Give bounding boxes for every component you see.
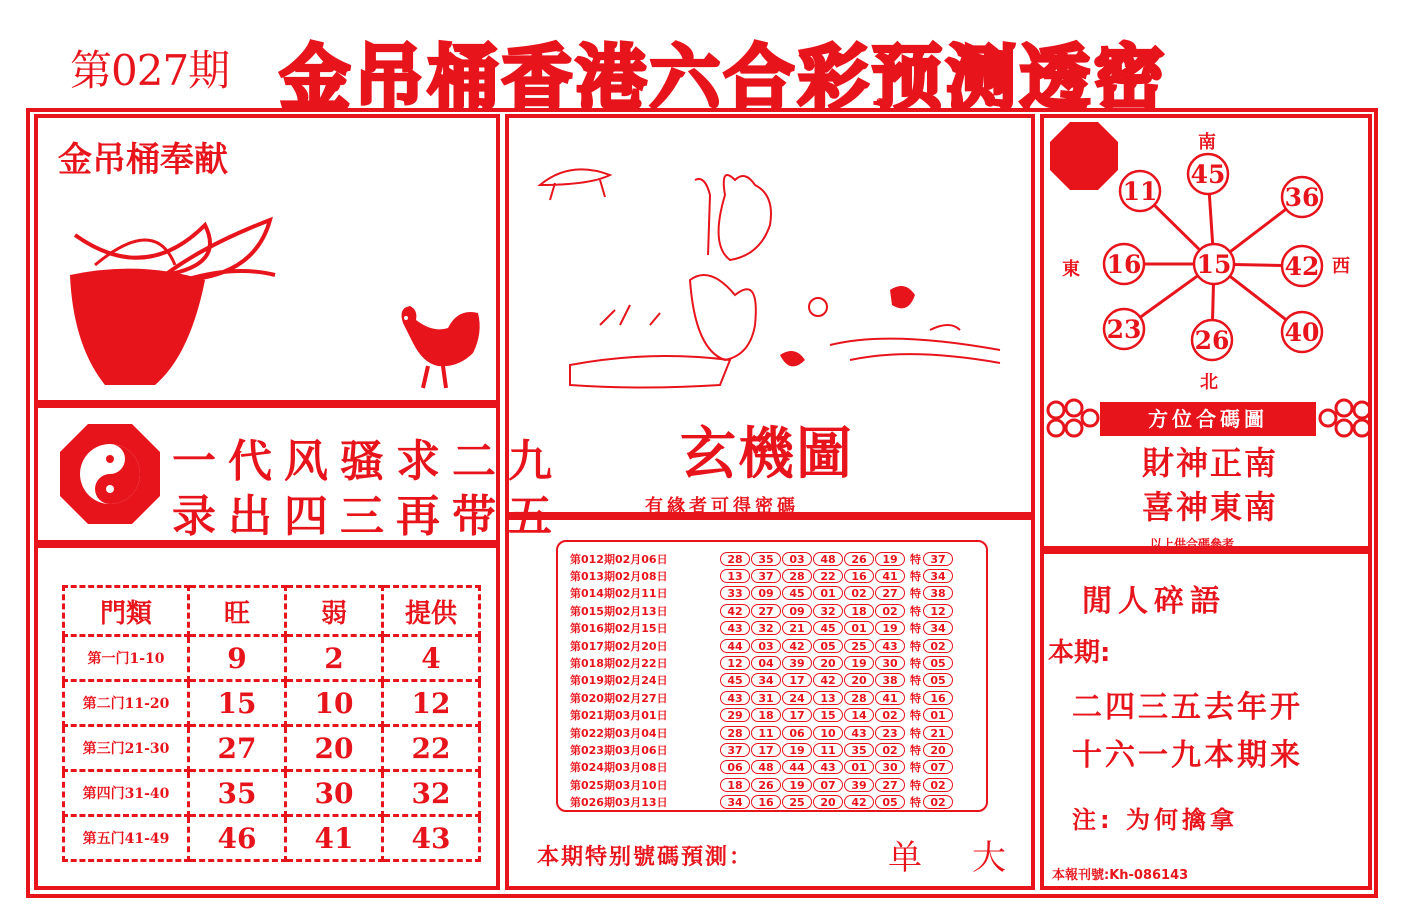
east-label: 東 bbox=[1062, 259, 1080, 280]
history-period: 第023期03月06日 bbox=[570, 743, 668, 757]
history-row bbox=[570, 637, 986, 654]
history-ball: 34 bbox=[751, 673, 781, 687]
compass-spoke bbox=[1209, 194, 1212, 244]
table-header-row bbox=[64, 587, 480, 636]
history-period: 第024期03月08日 bbox=[570, 761, 668, 775]
idle-talk-title: 閒人碎語 bbox=[1082, 584, 1226, 619]
history-ball: 02 bbox=[875, 708, 905, 722]
history-row bbox=[570, 759, 986, 776]
cell: 9 bbox=[189, 636, 286, 681]
yinyang-bagua-icon bbox=[56, 420, 164, 528]
history-ball: 06 bbox=[782, 726, 812, 740]
history-ball: 28 bbox=[720, 726, 750, 740]
history-ball: 37 bbox=[751, 569, 781, 583]
history-row bbox=[570, 567, 986, 584]
history-ball: 35 bbox=[751, 552, 781, 566]
history-ball: 39 bbox=[782, 656, 812, 670]
history-period: 第025期03月10日 bbox=[570, 778, 668, 792]
history-ball: 38 bbox=[875, 673, 905, 687]
history-ball: 42 bbox=[720, 604, 750, 618]
draw-history bbox=[556, 540, 988, 812]
history-ball: 05 bbox=[813, 639, 843, 653]
special-ball: 20 bbox=[923, 743, 953, 757]
history-ball: 20 bbox=[813, 656, 843, 670]
history-ball: 07 bbox=[813, 778, 843, 792]
riddle-line-2: 十六一九本期来 bbox=[1072, 738, 1303, 773]
history-ball: 09 bbox=[751, 586, 781, 600]
history-ball: 41 bbox=[875, 691, 905, 705]
history-ball: 31 bbox=[751, 691, 781, 705]
history-ball: 20 bbox=[844, 673, 874, 687]
history-row bbox=[570, 602, 986, 619]
special-label: 特 bbox=[910, 778, 921, 792]
prediction-value-2: 大 bbox=[972, 838, 1006, 878]
history-ball: 03 bbox=[751, 639, 781, 653]
history-ball: 16 bbox=[844, 569, 874, 583]
history-period: 第018期02月22日 bbox=[570, 657, 668, 671]
compass-number-se bbox=[1282, 312, 1322, 352]
bucket-illustration bbox=[55, 205, 285, 390]
history-row bbox=[570, 776, 986, 793]
history-ball: 43 bbox=[720, 621, 750, 635]
special-ball: 07 bbox=[923, 760, 953, 774]
cell: 4 bbox=[383, 636, 480, 681]
cell: 20 bbox=[286, 726, 383, 771]
history-ball: 27 bbox=[751, 604, 781, 618]
fate-line: 有緣者可得密碼 bbox=[645, 496, 799, 517]
history-ball: 32 bbox=[751, 621, 781, 635]
header-strong: 旺 bbox=[189, 587, 286, 636]
reference-note: 以上供合碼參考 bbox=[1150, 537, 1235, 551]
special-label: 特 bbox=[910, 639, 921, 653]
header-provide: 提供 bbox=[383, 587, 480, 636]
history-period: 第020期02月27日 bbox=[570, 691, 668, 705]
cell: 43 bbox=[383, 816, 480, 861]
history-ball: 09 bbox=[782, 604, 812, 618]
history-ball: 45 bbox=[720, 673, 750, 687]
history-ball: 42 bbox=[844, 795, 874, 809]
compass-spoke bbox=[1230, 209, 1286, 252]
history-ball: 02 bbox=[844, 586, 874, 600]
history-ball: 48 bbox=[813, 552, 843, 566]
history-ball: 21 bbox=[782, 621, 812, 635]
row-label: 第五门41-49 bbox=[64, 816, 189, 861]
history-period: 第021期03月01日 bbox=[570, 709, 668, 723]
special-label: 特 bbox=[910, 761, 921, 775]
history-ball: 19 bbox=[782, 778, 812, 792]
history-ball: 22 bbox=[813, 569, 843, 583]
paper-number: 本報刊號:Kh-086143 bbox=[1052, 868, 1189, 883]
history-ball: 01 bbox=[813, 586, 843, 600]
history-ball: 16 bbox=[751, 795, 781, 809]
south-label: 南 bbox=[1198, 132, 1216, 153]
history-ball: 48 bbox=[751, 760, 781, 774]
special-ball: 12 bbox=[923, 604, 953, 618]
history-ball: 11 bbox=[751, 726, 781, 740]
row-label: 第三门21-30 bbox=[64, 726, 189, 771]
history-ball: 02 bbox=[875, 743, 905, 757]
history-ball: 42 bbox=[782, 639, 812, 653]
history-ball: 10 bbox=[813, 726, 843, 740]
special-label: 特 bbox=[910, 743, 921, 757]
this-period-label: 本期: bbox=[1048, 638, 1111, 668]
compass-number-center bbox=[1194, 244, 1234, 284]
special-ball: 02 bbox=[923, 639, 953, 653]
svg-text:26: 26 bbox=[1194, 326, 1230, 355]
compass-number-e bbox=[1282, 246, 1322, 286]
svg-text:45: 45 bbox=[1190, 160, 1226, 189]
history-ball: 19 bbox=[875, 621, 905, 635]
special-ball: 02 bbox=[923, 795, 953, 809]
history-ball: 19 bbox=[875, 552, 905, 566]
history-ball: 33 bbox=[720, 586, 750, 600]
history-ball: 34 bbox=[720, 795, 750, 809]
svg-text:40: 40 bbox=[1284, 318, 1320, 347]
history-row bbox=[570, 741, 986, 758]
special-label: 特 bbox=[910, 657, 921, 671]
history-ball: 17 bbox=[751, 743, 781, 757]
history-ball: 18 bbox=[751, 708, 781, 722]
table-row bbox=[64, 726, 480, 771]
compass-number-sw bbox=[1104, 309, 1144, 349]
svg-text:11: 11 bbox=[1122, 177, 1158, 206]
history-ball: 30 bbox=[875, 656, 905, 670]
compass-number-n bbox=[1188, 154, 1228, 194]
row-label: 第二门11-20 bbox=[64, 681, 189, 726]
history-ball: 28 bbox=[782, 569, 812, 583]
special-label: 特 bbox=[910, 570, 921, 584]
special-ball: 34 bbox=[923, 621, 953, 635]
svg-text:36: 36 bbox=[1284, 183, 1320, 212]
special-label: 特 bbox=[910, 587, 921, 601]
history-ball: 32 bbox=[813, 604, 843, 618]
poem-line-1: 一代风骚求二九 bbox=[172, 436, 564, 487]
history-ball: 17 bbox=[782, 673, 812, 687]
history-period: 第019期02月24日 bbox=[570, 674, 668, 688]
rooster-icon bbox=[388, 298, 488, 393]
riddle-note: 注: 为何擒拿 bbox=[1072, 806, 1238, 834]
history-ball: 45 bbox=[782, 586, 812, 600]
history-ball: 11 bbox=[813, 743, 843, 757]
history-period: 第013期02月08日 bbox=[570, 570, 668, 584]
history-ball: 06 bbox=[720, 760, 750, 774]
history-ball: 20 bbox=[813, 795, 843, 809]
cell: 46 bbox=[189, 816, 286, 861]
history-ball: 39 bbox=[844, 778, 874, 792]
history-row bbox=[570, 550, 986, 567]
north-label: 北 bbox=[1200, 372, 1218, 393]
header-weak: 弱 bbox=[286, 587, 383, 636]
compass-number-ne bbox=[1282, 177, 1322, 217]
history-period: 第015期02月13日 bbox=[570, 604, 668, 618]
special-ball: 37 bbox=[923, 552, 953, 566]
compass-spoke bbox=[1230, 276, 1286, 320]
history-row bbox=[570, 707, 986, 724]
history-ball: 01 bbox=[844, 621, 874, 635]
compass-spoke bbox=[1234, 264, 1282, 265]
cell: 15 bbox=[189, 681, 286, 726]
svg-text:15: 15 bbox=[1196, 250, 1232, 279]
svg-text:42: 42 bbox=[1284, 252, 1320, 281]
special-label: 特 bbox=[910, 709, 921, 723]
history-ball: 42 bbox=[813, 673, 843, 687]
row-label: 第一门1-10 bbox=[64, 636, 189, 681]
history-period: 第016期02月15日 bbox=[570, 622, 668, 636]
cell: 32 bbox=[383, 771, 480, 816]
gift-title: 金吊桶奉献 bbox=[58, 140, 228, 180]
history-ball: 43 bbox=[844, 726, 874, 740]
history-ball: 12 bbox=[720, 656, 750, 670]
special-label: 特 bbox=[910, 796, 921, 810]
history-ball: 03 bbox=[782, 552, 812, 566]
cell: 35 bbox=[189, 771, 286, 816]
history-row bbox=[570, 689, 986, 706]
header-category: 門類 bbox=[64, 587, 189, 636]
history-ball: 17 bbox=[782, 708, 812, 722]
cell: 41 bbox=[286, 816, 383, 861]
poem-line-2: 录出四三再带五 bbox=[172, 491, 564, 542]
history-ball: 18 bbox=[720, 778, 750, 792]
history-ball: 26 bbox=[751, 778, 781, 792]
history-ball: 27 bbox=[875, 586, 905, 600]
special-label: 特 bbox=[910, 622, 921, 636]
history-ball: 24 bbox=[782, 691, 812, 705]
compass-number-nw bbox=[1120, 171, 1160, 211]
special-prediction-label: 本期特别號碼預測： bbox=[537, 845, 754, 870]
history-ball: 14 bbox=[844, 708, 874, 722]
history-ball: 01 bbox=[844, 760, 874, 774]
history-ball: 23 bbox=[875, 726, 905, 740]
mystery-picture bbox=[530, 135, 1010, 400]
history-row bbox=[570, 620, 986, 637]
special-ball: 21 bbox=[923, 726, 953, 740]
special-label: 特 bbox=[910, 691, 921, 705]
history-ball: 04 bbox=[751, 656, 781, 670]
history-row bbox=[570, 585, 986, 602]
special-label: 特 bbox=[910, 674, 921, 688]
god-of-joy: 喜神東南 bbox=[1142, 488, 1279, 526]
god-of-wealth: 財神正南 bbox=[1142, 444, 1279, 482]
direction-compass bbox=[1040, 114, 1372, 404]
compass-spoke bbox=[1213, 284, 1214, 320]
history-ball: 25 bbox=[844, 639, 874, 653]
history-row bbox=[570, 672, 986, 689]
special-ball: 05 bbox=[923, 656, 953, 670]
history-period: 第022期03月04日 bbox=[570, 726, 668, 740]
history-ball: 29 bbox=[720, 708, 750, 722]
history-ball: 26 bbox=[844, 552, 874, 566]
history-ball: 13 bbox=[813, 691, 843, 705]
cell: 27 bbox=[189, 726, 286, 771]
row-label: 第四门31-40 bbox=[64, 771, 189, 816]
compass-number-w bbox=[1104, 244, 1144, 284]
history-ball: 05 bbox=[875, 795, 905, 809]
issue-number: 第027期 bbox=[70, 46, 230, 95]
special-ball: 38 bbox=[923, 586, 953, 600]
history-ball: 30 bbox=[875, 760, 905, 774]
svg-text:16: 16 bbox=[1106, 250, 1142, 279]
compass-number-s bbox=[1192, 320, 1232, 360]
history-row bbox=[570, 654, 986, 671]
cell: 30 bbox=[286, 771, 383, 816]
compass-spoke bbox=[1140, 276, 1198, 318]
special-ball: 16 bbox=[923, 691, 953, 705]
cell: 2 bbox=[286, 636, 383, 681]
history-ball: 43 bbox=[720, 691, 750, 705]
special-label: 特 bbox=[910, 726, 921, 740]
history-ball: 43 bbox=[813, 760, 843, 774]
gate-table bbox=[62, 585, 481, 862]
history-ball: 19 bbox=[782, 743, 812, 757]
history-period: 第014期02月11日 bbox=[570, 587, 668, 601]
table-row bbox=[64, 636, 480, 681]
history-period: 第026期03月13日 bbox=[570, 796, 668, 810]
history-ball: 19 bbox=[844, 656, 874, 670]
prediction-value-1: 单 bbox=[888, 838, 922, 878]
history-ball: 44 bbox=[782, 760, 812, 774]
history-ball: 15 bbox=[813, 708, 843, 722]
table-row bbox=[64, 816, 480, 861]
history-ball: 44 bbox=[720, 639, 750, 653]
history-ball: 02 bbox=[875, 604, 905, 618]
history-row bbox=[570, 724, 986, 741]
history-ball: 45 bbox=[813, 621, 843, 635]
direction-banner: 方位合碼圖 bbox=[1100, 402, 1316, 436]
west-label: 西 bbox=[1332, 256, 1350, 277]
coin-cluster-left-icon bbox=[1044, 398, 1100, 442]
table-row bbox=[64, 771, 480, 816]
compass-spoke bbox=[1154, 205, 1200, 250]
history-ball: 18 bbox=[844, 604, 874, 618]
special-ball: 05 bbox=[923, 673, 953, 687]
cell: 12 bbox=[383, 681, 480, 726]
coin-cluster-right-icon bbox=[1318, 398, 1374, 442]
page-title: 金吊桶香港六合彩预测透密 bbox=[280, 37, 1168, 119]
special-label: 特 bbox=[910, 552, 921, 566]
table-row bbox=[64, 681, 480, 726]
special-ball: 34 bbox=[923, 569, 953, 583]
history-ball: 27 bbox=[875, 778, 905, 792]
history-ball: 35 bbox=[844, 743, 874, 757]
history-ball: 41 bbox=[875, 569, 905, 583]
history-ball: 37 bbox=[720, 743, 750, 757]
special-ball: 01 bbox=[923, 708, 953, 722]
svg-text:23: 23 bbox=[1106, 315, 1142, 344]
mystery-picture-title: 玄機圖 bbox=[680, 422, 854, 487]
history-row bbox=[570, 793, 986, 810]
history-ball: 28 bbox=[844, 691, 874, 705]
riddle-line-1: 二四三五去年开 bbox=[1072, 690, 1303, 725]
cell: 22 bbox=[383, 726, 480, 771]
cell: 10 bbox=[286, 681, 383, 726]
history-ball: 28 bbox=[720, 552, 750, 566]
history-ball: 25 bbox=[782, 795, 812, 809]
special-ball: 02 bbox=[923, 778, 953, 792]
history-period: 第017期02月20日 bbox=[570, 639, 668, 653]
history-ball: 13 bbox=[720, 569, 750, 583]
history-ball: 43 bbox=[875, 639, 905, 653]
special-label: 特 bbox=[910, 604, 921, 618]
history-period: 第012期02月06日 bbox=[570, 552, 668, 566]
